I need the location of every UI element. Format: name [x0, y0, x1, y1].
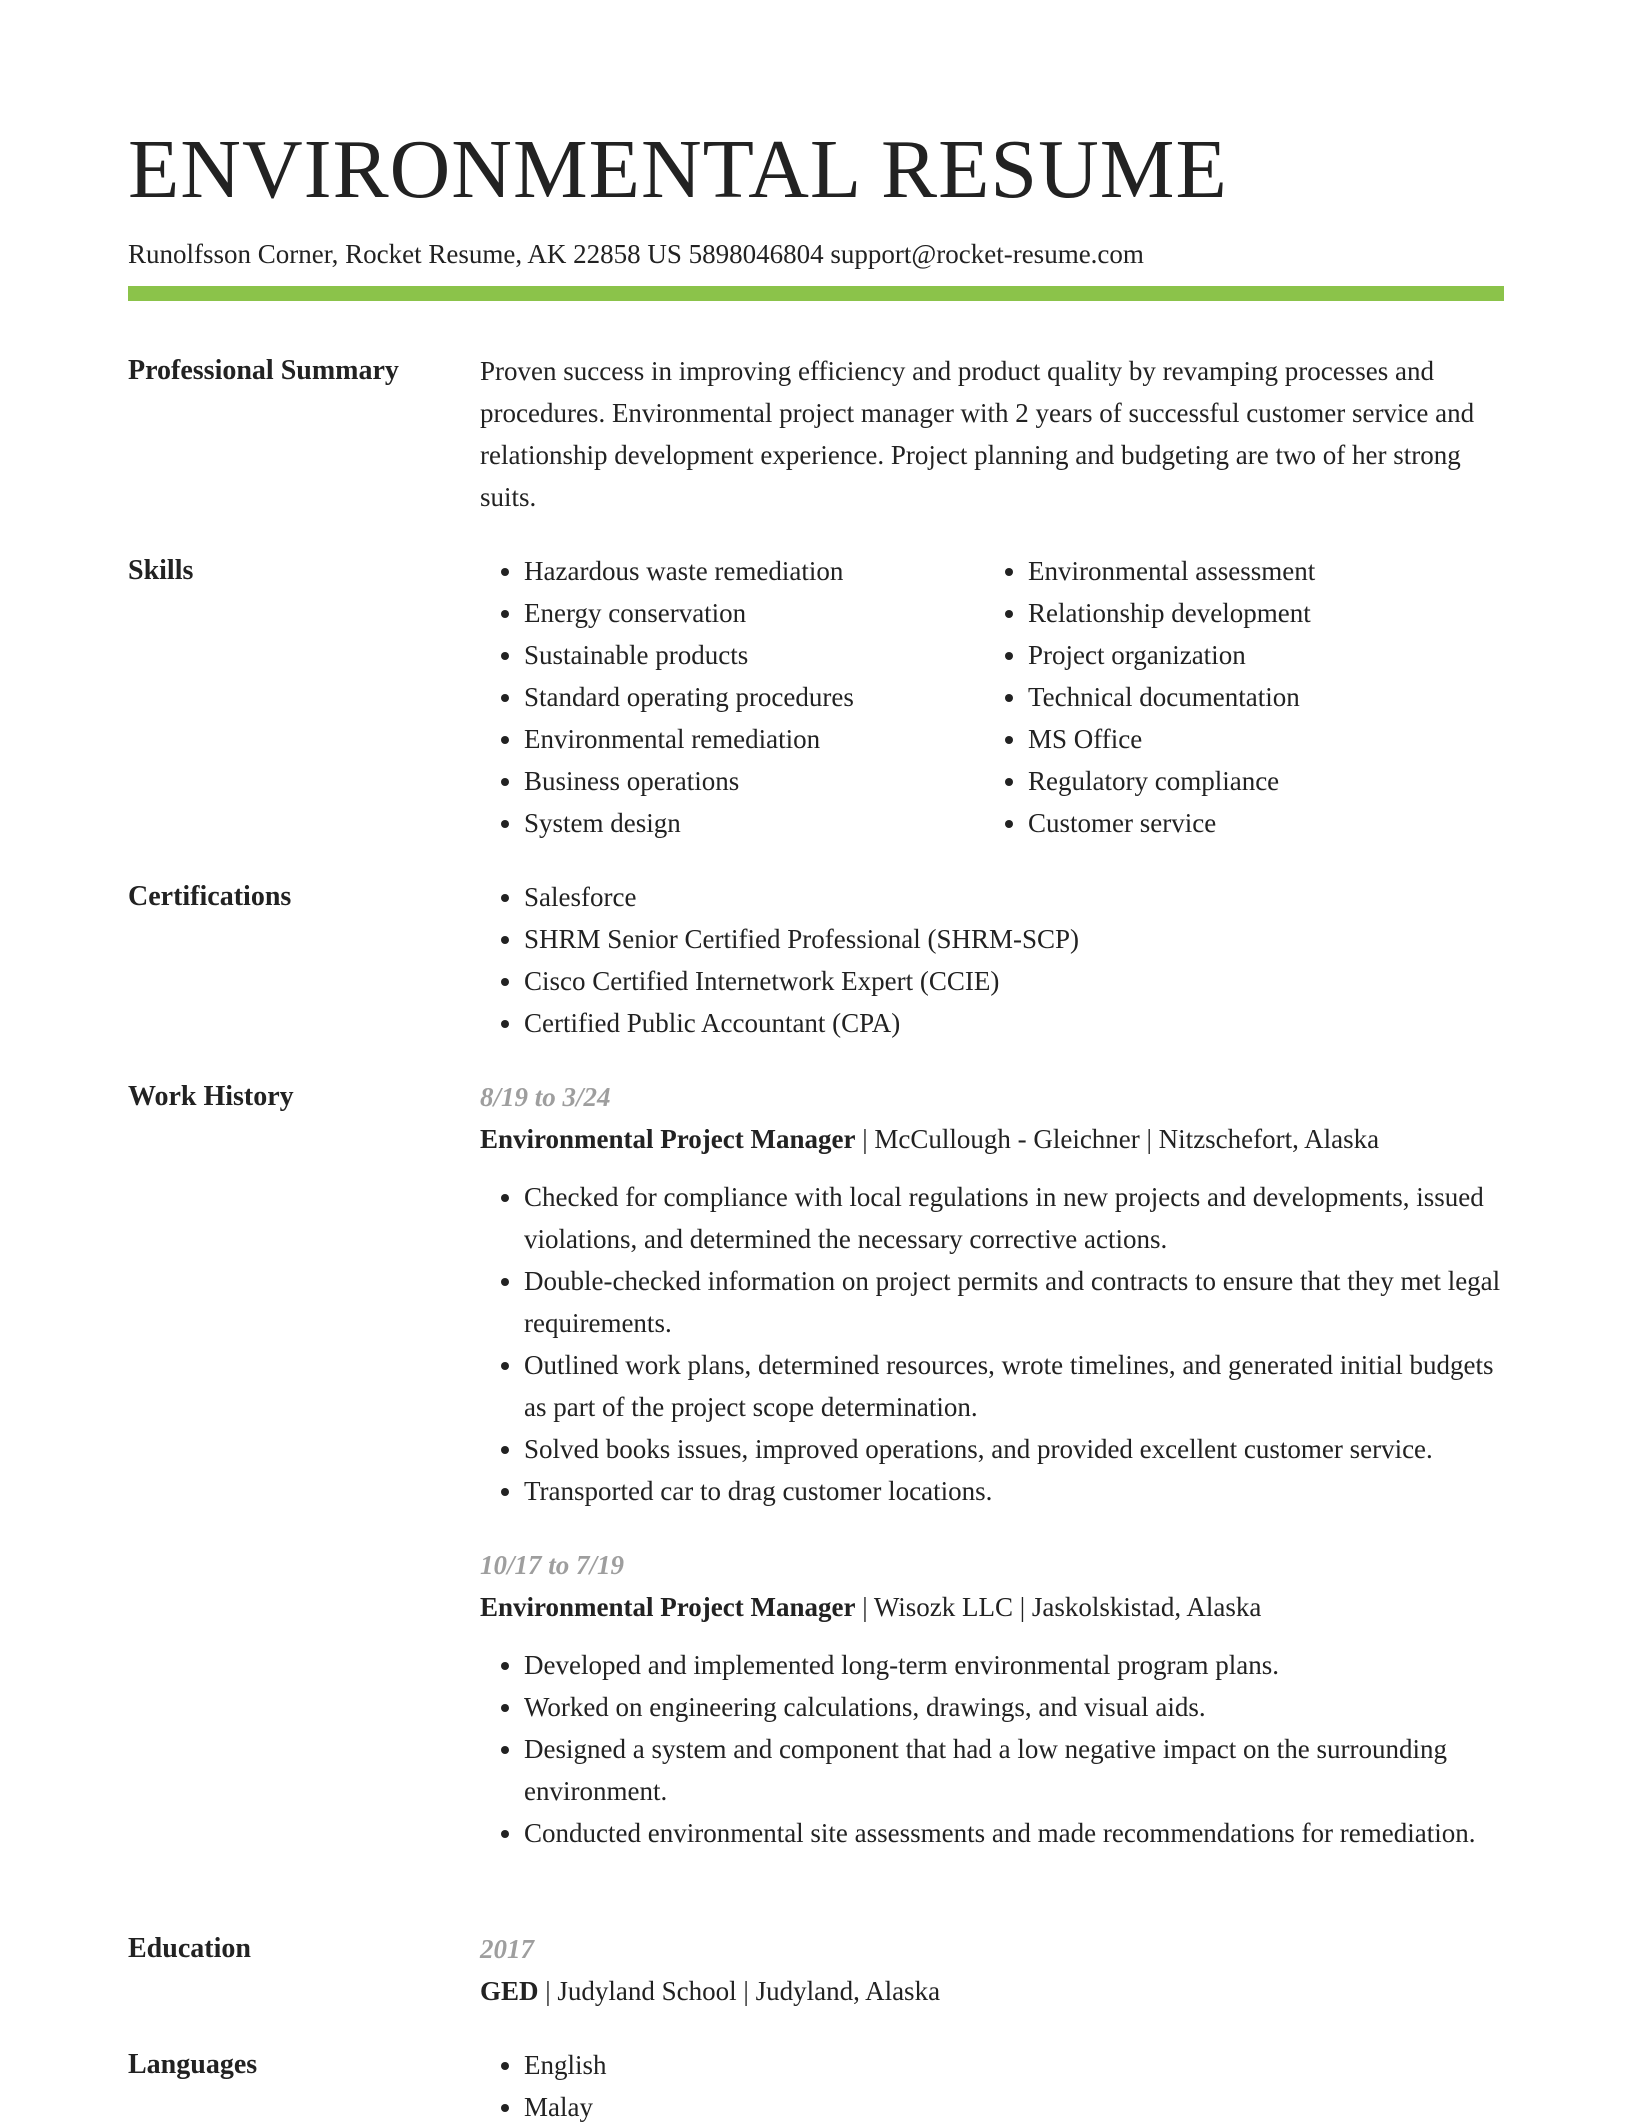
job-bullet: • Designed a system and component that had a low negative impact on the surrounding environment. [524, 1728, 1504, 1812]
language-item: • Malay [524, 2086, 1504, 2128]
contact-line: Runolfsson Corner, Rocket Resume, AK 22858 US 5898046804 support@rocket-resume.com [128, 239, 1144, 269]
job-heading [480, 1118, 1504, 1160]
skill-item: • Regulatory compliance [1028, 760, 1488, 802]
job-title: Environmental Project Manager [480, 1124, 856, 1154]
summary-text: Proven success in improving efficiency and product quality by revamping processes and procedures. Environmental project manager with 2 years of successful customer service and relationship development experience. Project planning and budgeting are two of her strong suits. [480, 356, 1475, 512]
job-bullet: • Conducted environmental site assessments and made recommendations for remediation. [524, 1812, 1504, 1854]
job-dates: 10/17 to 7/19 [480, 1550, 625, 1580]
skill-item: • Sustainable products [524, 634, 984, 676]
certifications-label: Certifications [128, 881, 292, 912]
languages-label: Languages [128, 2049, 258, 2080]
skill-item: • MS Office [1028, 718, 1488, 760]
job-bullet: • Checked for compliance with local regulations in new projects and developments, issued violations, and determined the necessary corrective actions. [524, 1176, 1504, 1260]
resume-header [128, 118, 1504, 274]
job-bullet: • Double-checked information on project permits and contracts to ensure that they met legal requirements. [524, 1260, 1504, 1344]
job-dates: 8/19 to 3/24 [480, 1082, 611, 1112]
job-bullet: • Transported car to drag customer locations. [524, 1470, 1504, 1512]
skill-item: • Environmental remediation [524, 718, 984, 760]
skill-item: • Customer service [1028, 802, 1488, 844]
languages-list [480, 2044, 1504, 2128]
job-entry [480, 1076, 1504, 1512]
skills-label: Skills [128, 555, 194, 586]
education-label: Education [128, 1933, 251, 1964]
skill-item: • Energy conservation [524, 592, 984, 634]
certification-item: • Certified Public Accountant (CPA) [524, 1002, 1504, 1044]
job-bullet: • Developed and implemented long-term environmental program plans. [524, 1644, 1504, 1686]
skill-item: • Business operations [524, 760, 984, 802]
job-details: | Wisozk LLC | Jaskolskistad, Alaska [855, 1592, 1262, 1622]
certification-item: • SHRM Senior Certified Professional (SHRM-SCP) [524, 918, 1504, 960]
certification-item: • Cisco Certified Internetwork Expert (CCIE) [524, 960, 1504, 1002]
summary-label: Professional Summary [128, 355, 399, 386]
skill-item: • Hazardous waste remediation [524, 550, 984, 592]
certification-item: • Salesforce [524, 876, 1504, 918]
job-heading [480, 1586, 1504, 1628]
skill-item: • Project organization [1028, 634, 1488, 676]
job-bullets [480, 1644, 1504, 1854]
education-year: 2017 [480, 1934, 534, 1964]
skills-list-right [984, 550, 1488, 844]
job-title: Environmental Project Manager [480, 1592, 856, 1622]
skills-list-left [480, 550, 984, 844]
skill-item: • Technical documentation [1028, 676, 1488, 718]
job-bullet: • Outlined work plans, determined resources, wrote timelines, and generated initial budgets as part of the project scope determination. [524, 1344, 1504, 1428]
skill-item: • System design [524, 802, 984, 844]
work-history-label: Work History [128, 1081, 294, 1112]
skill-item: • Environmental assessment [1028, 550, 1488, 592]
education-heading [480, 1970, 1504, 2012]
resume-title: ENVIRONMENTAL RESUME [128, 123, 1228, 216]
education-degree: GED [480, 1976, 539, 2006]
job-bullet: • Worked on engineering calculations, drawings, and visual aids. [524, 1686, 1504, 1728]
accent-divider [128, 286, 1504, 301]
job-details: | McCullough - Gleichner | Nitzschefort, Alaska [855, 1124, 1380, 1154]
job-bullets [480, 1176, 1504, 1512]
language-item: • English [524, 2044, 1504, 2086]
skill-item: • Relationship development [1028, 592, 1488, 634]
education-details: | Judyland School | Judyland, Alaska [538, 1976, 941, 2006]
skill-item: • Standard operating procedures [524, 676, 984, 718]
job-bullet: • Solved books issues, improved operations, and provided excellent customer service. [524, 1428, 1504, 1470]
certifications-list [480, 876, 1504, 1044]
job-entry [480, 1544, 1504, 1854]
